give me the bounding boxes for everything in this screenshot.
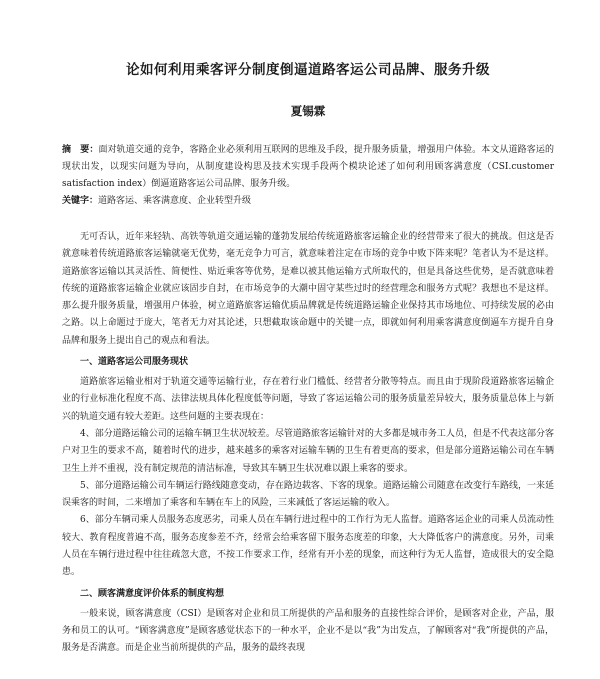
section1-paragraph-4: 6、部分车辆司乘人员服务态度恶劣，司乘人员在车辆行进过程中的工作行为无人监督。道路客运企业的司乘人员流动性较大、教育程度普遍不高，服务态度参差不齐，经常会给乘客留下服务态度差的印象，大大降低客户的满意度。另外，司乘人员在车辆行进过程中往往疏忽大意，不按工作要求工作，经常有开小差的现象，而这种行为无人监督，造成很大的安全隐患。 <box>62 515 554 578</box>
section1-paragraph-1: 道路旅客运输业相对于轨道交通等运输行业，存在着行业门槛低、经营者分散等特点。而且由于现阶段道路旅客运输企业的行业标准化程度不高、法律法规具体化程度低等问题，导致了客运运输公司的服务质量差异较大，服务质量总体上与新兴的轨道交通有较大差距。这些问题的主要表现在： <box>62 377 554 422</box>
section1-paragraph-2: 4、部分道路运输公司的运输车辆卫生状况较差。尽管道路旅客运输针对的大多都是城市务工人员，但是不代表这部分客户对卫生的要求不高，随着时代的进步，越来越多的乘客对运输车辆的卫生有着更高的要求，但是部分道路运输公司在车辆卫生上并不重视，没有制定规范的清洁标准，导致其车辆卫生状况难以跟上乘客的要求。 <box>62 428 554 474</box>
paper-title: 论如何利用乘客评分制度倒逼道路客运公司品牌、服务升级 <box>126 62 490 78</box>
author-name: 夏锡霖 <box>290 104 326 118</box>
keywords-label: 关键字： <box>62 196 99 206</box>
body-text <box>62 229 554 658</box>
abstract-label: 摘 要： <box>62 145 99 155</box>
section2-paragraph-1: 一般来说，顾客满意度（CSI）是顾客对企业和员工所提供的产品和服务的直接性综合评价，是顾客对企业，产品，服务和员工的认可。“顾客满意度”是顾客感觉状态下的一种水平，企业不是以“我”为出发点，了解顾客对“我”所提供的产品，服务是否满意。而是企业当前所提供的产品，服务的最终表现 <box>62 608 554 654</box>
intro-paragraph: 无可否认，近年来轻轨、高铁等轨道交通运输的蓬勃发展给传统道路旅客运输企业的经营带来了很大的挑战。但这是否就意味着传统道路旅客运输就毫无优势，毫无竞争力可言，就意味着注定在市场的竞争中败下阵来呢？笔者认为不是这样。道路旅客运输以其灵活性、简便性、贴近乘客等优势，是难以被其他运输方式所取代的，但是具备这些优势，是否就意味着传统的道路旅客运输企业就应该固步自封，在市场竞争的大潮中固守某些过时的经营理念和服务方式呢？我想也不是这样。那么提升服务质量，增强用户体验，树立道路旅客运输优质品牌就是传统道路运输企业保持其市场地位、可持续发展的必由之路。以上命题过于庞大，笔者无力对其论述，只想截取该命题中的关键一点，即就如何利用乘客满意度倒逼车方提升自身品牌和服务上提出自己的观点和看法。 <box>62 232 554 346</box>
section-heading-2: 二、顾客满意度评价体系的制度构想 <box>80 588 225 599</box>
section1-paragraph-3: 5、部分道路运输公司车辆运行路线随意变动，存在路边载客、下客的现象。道路运输公司随意在改变行车路线，一来延误乘客的时间，二来增加了乘客和车辆在车上的风险，三来减低了客运运输的收入。 <box>62 480 554 509</box>
abstract-text: 面对轨道交通的竞争，客路企业必须利用互联网的思维及手段，提升服务质量，增强用户体验。本文从道路客运的现状出发，以现实问题为导向，从制度建设构思及技术实现手段两个模块论述了如何利用顾客满意度（CSI.customer satisfaction index）倒逼道路客运公司品牌、服务升级。 <box>62 145 554 189</box>
keywords-text: 道路客运、乘客满意度、企业转型升级 <box>98 196 252 206</box>
section-heading-1: 一、道路客运公司服务现状 <box>80 357 189 368</box>
keywords-paragraph <box>62 193 554 210</box>
abstract-block <box>62 142 554 210</box>
abstract-paragraph <box>62 142 554 193</box>
